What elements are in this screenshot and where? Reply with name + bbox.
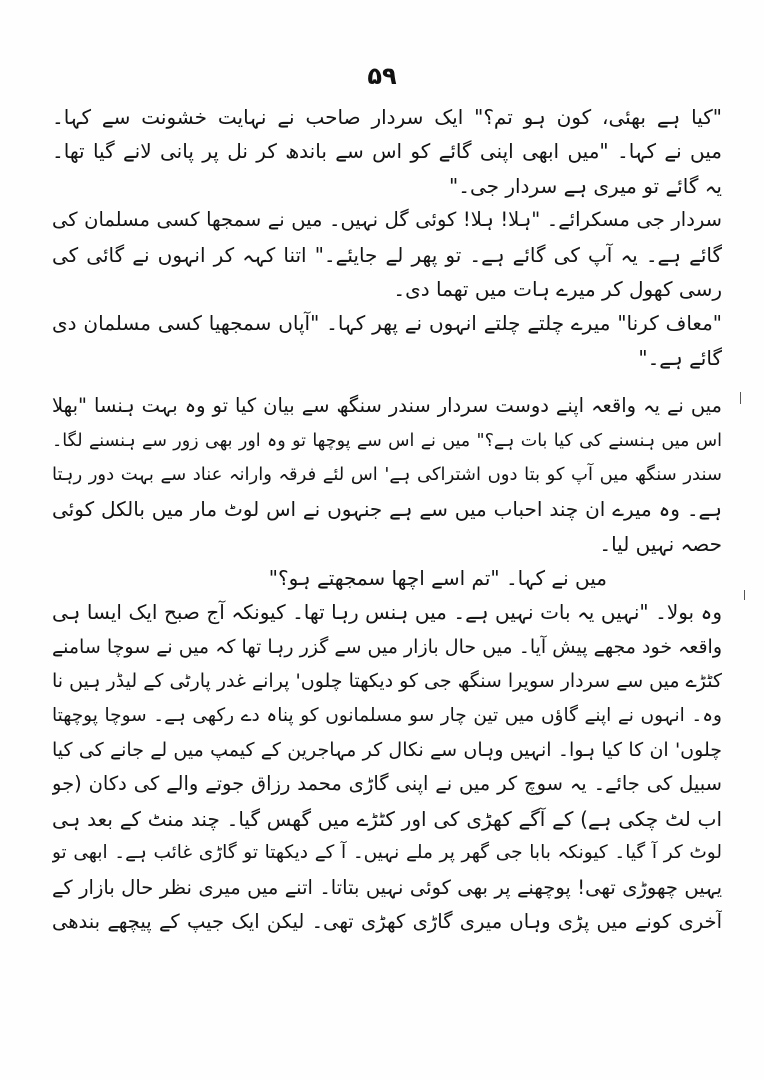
text-line: وہ۔ انہوں نے اپنے گاؤں میں تین چار سو مسلمانوں کو پناہ دے رکھی ہے۔ سوچا پوچھتا — [52, 704, 722, 726]
text-line: واقعہ خود مجھے پیش آیا۔ میں حال بازار میں سے گزر رہا تھا کہ میں نے سوچا سامنے — [52, 635, 722, 658]
text-line: "معاف کرنا" میرے چلتے چلتے انہوں نے پھر کہا۔ "آپاں سمجھیا کسی مسلمان دی — [52, 311, 722, 336]
text-line: کٹڑے میں سے سردار سویرا سنگھ جی کو دیکھتا چلوں' پرانے غدر پارٹی کے لیڈر ہیں نا — [52, 670, 722, 693]
text-line: سبیل کی جائے۔ یہ سوچ کر میں نے اپنی گاڑی محمد رزاق جوتے والے کی دکان (جو — [52, 772, 722, 796]
page-number: ۵۹ — [367, 62, 397, 90]
text-line: میں نے یہ واقعہ اپنے دوست سردار سندر سنگھ سے بیان کیا تو وہ بہت ہنسا "بھلا — [52, 394, 722, 418]
text-line: یہ گائے تو میری ہے سردار جی۔" — [449, 173, 722, 198]
text-line: آخری کونے میں پڑی وہاں میری گاڑی کھڑی تھی۔ لیکن ایک جیپ کے پیچھے بندھی — [52, 909, 722, 933]
text-line: حصہ نہیں لیا۔ — [599, 531, 722, 556]
text-line: "کیا ہے بھئی، کون ہو تم؟" ایک سردار صاحب نے نہایت خشونت سے کہا۔ — [52, 105, 722, 129]
page-text — [52, 100, 722, 939]
paragraph-gap — [52, 375, 722, 389]
text-line: ہے۔ وہ میرے ان چند احباب میں سے ہے جنہوں نے اس لوٹ مار میں بالکل کوئی — [52, 497, 722, 522]
text-line: لوٹ کر آ گیا۔ کیونکہ بابا جی گھر پر ملے نہیں۔ آ کے دیکھتا تو گاڑی غائب ہے۔ ابھی تو — [52, 842, 722, 864]
text-line: چلوں' ان کا کیا ہوا۔ انہیں وہاں سے نکال کر مہاجرین کے کیمپ میں لے جانے کی کیا — [52, 739, 722, 762]
text-line: سندر سنگھ میں آپ کو بتا دوں اشتراکی ہے' اس لئے فرقہ وارانہ عناد سے بہت دور رہتا — [52, 463, 722, 485]
text-line: اب لٹ چکی ہے) کے آگے کھڑی کی اور کٹڑے میں گھس گیا۔ چند منٹ کے بعد ہی — [52, 806, 722, 831]
text-line: سردار جی مسکرائے۔ "ہلا! ہلا! کوئی گل نہیں۔ میں نے سمجھا کسی مسلمان کی — [52, 208, 722, 232]
text-line: اس میں ہنسنے کی کیا بات ہے؟" میں نے اس سے پوچھا تو وہ اور بھی زور سے ہنسنے لگا۔ — [52, 430, 722, 451]
text-line: گائے ہے۔ یہ آپ کی گائے ہے۔ تو پھر لے جایئے۔" اتنا کہہ کر انہوں نے گائی کی — [52, 242, 722, 267]
text-line: رسی کھول کر میرے ہات میں تھما دی۔ — [393, 276, 722, 301]
text-line: گائے ہے۔" — [638, 345, 722, 370]
text-line: وہ بولا۔ "نہیں یہ بات نہیں ہے۔ میں ہنس رہا تھا۔ کیونکہ آج صبح ایک ایسا ہی — [52, 600, 722, 625]
scan-mark — [740, 392, 741, 404]
scan-mark — [744, 590, 745, 600]
text-line: میں نے کہا۔ "میں ابھی اپنی گائے کو اس سے باندھ کر نل پر پانی لانے گیا تھا۔ — [52, 139, 722, 164]
text-line: یہیں چھوڑی تھی! پوچھنے پر بھی کوئی نہیں بتاتا۔ اتنے میں میری نظر حال بازار کے — [52, 875, 722, 899]
text-line: میں نے کہا۔ "تم اسے اچھا سمجھتے ہو؟" — [268, 566, 607, 591]
